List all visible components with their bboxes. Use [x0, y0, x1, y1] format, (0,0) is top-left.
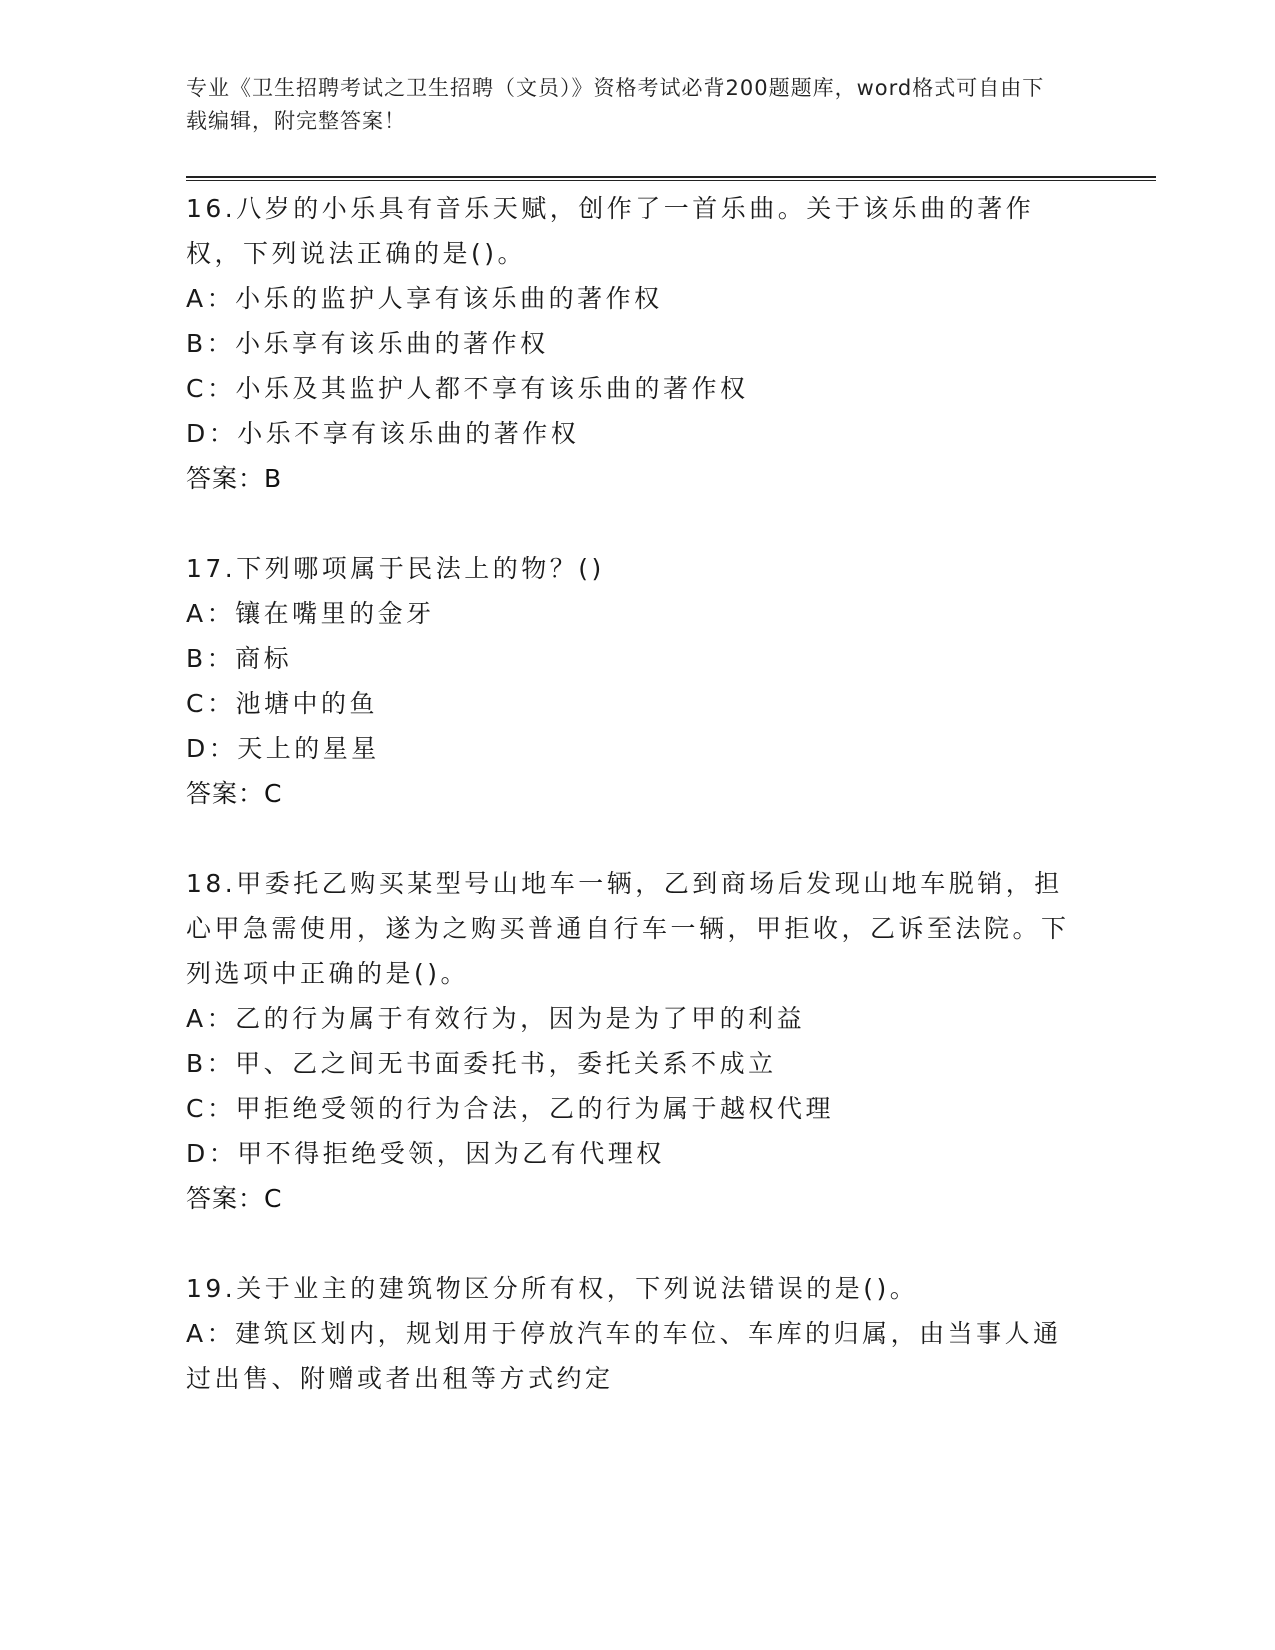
option-c: C：甲拒绝受领的行为合法，乙的行为属于越权代理 [186, 1094, 834, 1123]
option-a: A：建筑区划内，规划用于停放汽车的车位、车库的归属，由当事人通过出售、附赠或者出租等方式约定 [186, 1319, 1062, 1393]
answer-line [186, 1176, 1086, 1221]
question-stem: 19.关于业主的建筑物区分所有权，下列说法错误的是()。 [186, 1274, 919, 1303]
question-stem: 18.甲委托乙购买某型号山地车一辆，乙到商场后发现山地车脱销，担心甲急需使用，遂为之购买普通自行车一辆，甲拒收，乙诉至法院。下列选项中正确的是()。 [186, 869, 1070, 988]
document-header: 专业《卫生招聘考试之卫生招聘（文员）》资格考试必背200题题库，word格式可自由下载编辑，附完整答案！ [186, 76, 1045, 133]
option-b: B：小乐享有该乐曲的著作权 [186, 329, 549, 358]
answer-value: B [264, 464, 283, 493]
question-16 [186, 186, 1086, 501]
option-b: B：甲、乙之间无书面委托书，委托关系不成立 [186, 1049, 777, 1078]
question-18 [186, 861, 1086, 1221]
answer-label: 答案： [186, 464, 265, 493]
answer-label: 答案： [186, 1184, 265, 1213]
option-b: B：商标 [186, 644, 293, 673]
question-list [186, 186, 1086, 1446]
answer-value: C [264, 779, 283, 808]
option-c: C：小乐及其监护人都不享有该乐曲的著作权 [186, 374, 749, 403]
answer-label: 答案： [186, 779, 265, 808]
option-d: D：甲不得拒绝受领，因为乙有代理权 [186, 1139, 665, 1168]
question-19 [186, 1266, 1086, 1401]
option-d: D：天上的星星 [186, 734, 380, 763]
answer-line [186, 456, 1086, 501]
option-a: A：小乐的监护人享有该乐曲的著作权 [186, 284, 663, 313]
option-a: A：乙的行为属于有效行为，因为是为了甲的利益 [186, 1004, 806, 1033]
answer-line [186, 771, 1086, 816]
option-a: A：镶在嘴里的金牙 [186, 599, 435, 628]
answer-value: C [264, 1184, 283, 1213]
question-stem: 16.八岁的小乐具有音乐天赋，创作了一首乐曲。关于该乐曲的著作权，下列说法正确的是()。 [186, 194, 1035, 268]
option-c: C：池塘中的鱼 [186, 689, 378, 718]
option-d: D：小乐不享有该乐曲的著作权 [186, 419, 580, 448]
question-stem: 17.下列哪项属于民法上的物？() [186, 554, 605, 583]
question-17 [186, 546, 1086, 816]
header-divider [186, 176, 1156, 181]
